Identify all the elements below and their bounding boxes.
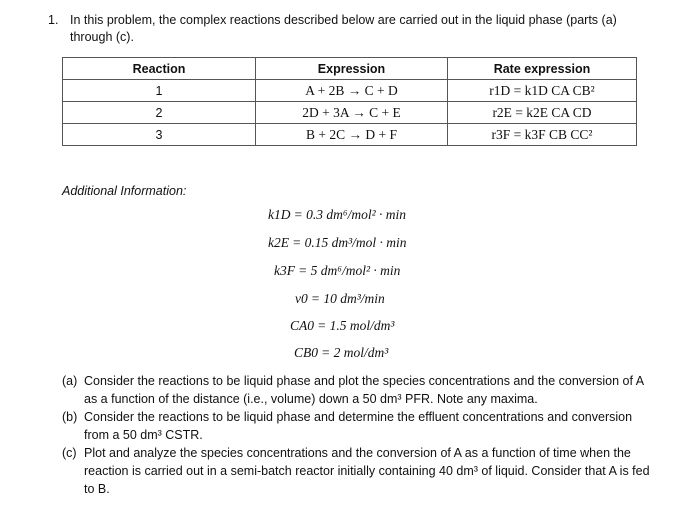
part-c	[62, 444, 652, 498]
part-a	[62, 372, 652, 408]
rate-expression: r3F = k3F CB CC²	[448, 124, 637, 146]
header-reaction: Reaction	[63, 58, 256, 80]
reaction-number: 3	[63, 124, 256, 146]
part-label: (b)	[62, 410, 78, 424]
param-v0: v0 = 10 dm³/min	[295, 291, 385, 306]
reaction-number: 2	[63, 102, 256, 124]
param-value: 10 dm³/min	[323, 291, 385, 306]
table-row	[63, 124, 637, 146]
part-text: Plot and analyze the species concentrations and the conversion of A as a function of time when the reaction is carried out in a semi-batch reactor initially containing 40 dm³ of liquid. Consider that A is fed to B.	[84, 446, 650, 496]
part-text: Consider the reactions to be liquid phase and determine the effluent concentrations and conversion from a 50 dm³ CSTR.	[84, 410, 633, 442]
part-text: Consider the reactions to be liquid phase and plot the species concentrations and the conversion of A as a function of the distance (i.e., volume) down a 50 dm³ PFR. Note any maxima.	[84, 374, 644, 406]
param-symbol: k2E	[268, 235, 289, 250]
header-expression: Expression	[256, 58, 448, 80]
part-b	[62, 408, 652, 444]
part-label: (c)	[62, 446, 77, 460]
reaction-expression: B + 2C → D + F	[256, 124, 448, 146]
additional-info-heading: Additional Information:	[62, 184, 187, 198]
reaction-number: 1	[63, 80, 256, 102]
param-value: 1.5 mol/dm³	[329, 318, 395, 333]
param-k2e: k2E = 0.15 dm³/mol · min	[268, 235, 407, 250]
param-symbol: CA0	[290, 318, 315, 333]
param-value: 0.3 dm⁶/mol² · min	[306, 207, 406, 222]
param-symbol: v0	[295, 291, 308, 306]
table-header-row	[63, 58, 637, 80]
param-k3f: k3F = 5 dm⁶/mol² · min	[274, 263, 401, 278]
table-row	[63, 102, 637, 124]
param-ca0: CA0 = 1.5 mol/dm³	[290, 318, 395, 333]
param-value: 5 dm⁶/mol² · min	[310, 263, 401, 278]
header-rate-expression: Rate expression	[448, 58, 637, 80]
part-label: (a)	[62, 374, 78, 388]
rate-expression: r2E = k2E CA CD	[448, 102, 637, 124]
param-k1d: k1D = 0.3 dm⁶/mol² · min	[268, 207, 406, 222]
param-value: 0.15 dm³/mol · min	[304, 235, 407, 250]
table-row	[63, 80, 637, 102]
reaction-expression: 2D + 3A → C + E	[256, 102, 448, 124]
rate-expression: r1D = k1D CA CB²	[448, 80, 637, 102]
param-symbol: k1D	[268, 207, 291, 222]
problem-number: 1.	[48, 13, 59, 27]
reactions-table	[62, 57, 637, 146]
param-value: 2 mol/dm³	[333, 345, 389, 360]
problem-intro-text: In this problem, the complex reactions described below are carried out in the liquid phase (parts (a) through (c).	[70, 13, 617, 44]
question-parts	[62, 372, 652, 498]
param-symbol: CB0	[294, 345, 319, 360]
problem-intro	[48, 12, 658, 46]
reaction-expression: A + 2B → C + D	[256, 80, 448, 102]
param-symbol: k3F	[274, 263, 295, 278]
param-cb0: CB0 = 2 mol/dm³	[294, 345, 389, 360]
